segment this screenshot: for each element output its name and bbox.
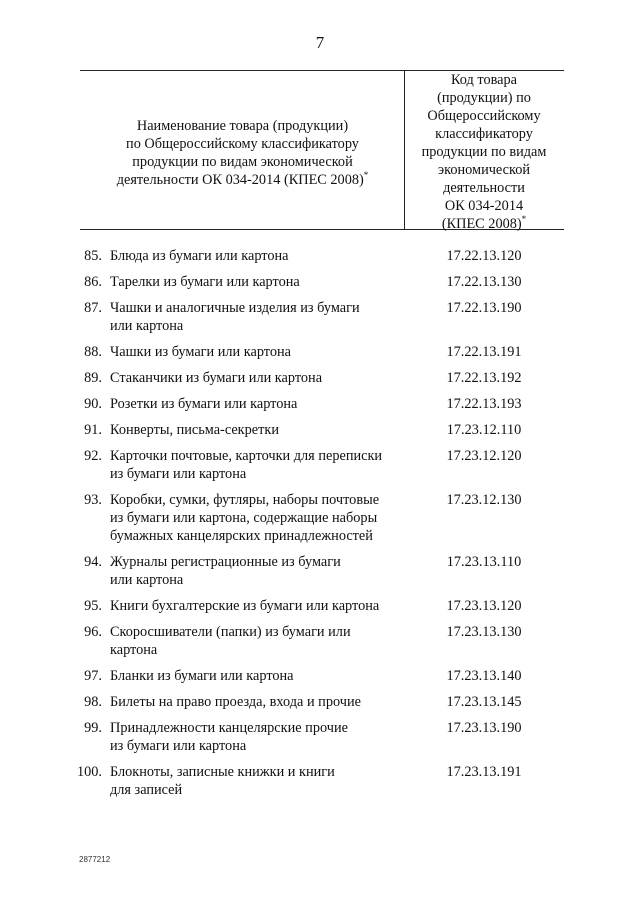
row-number: 99. <box>84 720 102 736</box>
document-id: 2877212 <box>79 855 111 864</box>
product-code: 17.23.12.110 <box>446 422 522 438</box>
code-header-line: деятельности <box>443 180 525 196</box>
code-header-line: классификатору <box>435 126 533 142</box>
name-header-line: Наименование товара (продукции) <box>136 118 349 134</box>
code-header-line: продукции по видам <box>421 144 547 160</box>
product-name: Билеты на право проезда, входа и прочие <box>110 694 361 710</box>
row-number: 87. <box>84 300 102 316</box>
row-number: 91. <box>84 422 102 438</box>
product-code: 17.22.13.192 <box>446 370 522 386</box>
code-header-line: Код товара <box>450 72 518 88</box>
code-header-line: ОК 034-2014 <box>444 198 524 214</box>
code-header-line: Общероссийскому <box>427 108 541 124</box>
product-code: 17.23.13.191 <box>446 764 522 780</box>
product-name: Блокноты, записные книжки и книги для записей <box>110 764 335 798</box>
code-header-line: экономической <box>438 162 530 178</box>
row-number: 97. <box>84 668 102 684</box>
name-header-line: продукции по видам экономической <box>132 154 353 170</box>
product-name: Блюда из бумаги или картона <box>110 248 289 264</box>
product-name: Принадлежности канцелярские прочие из бумаги или картона <box>110 720 348 754</box>
product-name: Розетки из бумаги или картона <box>110 396 298 412</box>
row-number: 86. <box>84 274 102 290</box>
product-code: 17.23.13.140 <box>446 668 522 684</box>
product-code: 17.23.12.120 <box>446 448 522 464</box>
product-code: 17.23.13.190 <box>446 720 522 736</box>
product-name: Коробки, сумки, футляры, наборы почтовые из бумаги или картона, содержащие наборы бумажных канцелярских принадлежностей <box>110 492 380 544</box>
product-code: 17.22.13.191 <box>446 344 522 360</box>
footnote-asterisk: * <box>363 170 369 181</box>
row-number: 96. <box>84 624 102 640</box>
product-code: 17.23.13.120 <box>446 598 522 614</box>
product-code: 17.22.13.193 <box>446 396 522 412</box>
product-name: Книги бухгалтерские из бумаги или картона <box>110 598 380 614</box>
product-code: 17.22.13.190 <box>446 300 522 316</box>
product-code: 17.23.13.130 <box>446 624 522 640</box>
product-name: Чашки и аналогичные изделия из бумаги или картона <box>110 300 360 334</box>
code-column-header <box>408 71 560 233</box>
product-code: 17.22.13.130 <box>446 274 522 290</box>
product-name: Конверты, письма-секретки <box>110 422 279 438</box>
row-number: 89. <box>84 370 102 386</box>
product-name: Бланки из бумаги или картона <box>110 668 294 684</box>
code-header-line: (продукции) по <box>437 90 531 106</box>
product-name: Журналы регистрационные из бумаги или картона <box>110 554 341 588</box>
row-number: 90. <box>84 396 102 412</box>
product-name: Чашки из бумаги или картона <box>110 344 292 360</box>
footnote-asterisk: * <box>521 214 527 225</box>
product-code: 17.23.13.145 <box>446 694 522 710</box>
product-code: 17.23.13.110 <box>446 554 522 570</box>
name-header-line: по Общероссийскому классификатору <box>126 136 359 152</box>
product-name: Стаканчики из бумаги или картона <box>110 370 323 386</box>
row-number: 88. <box>84 344 102 360</box>
product-name: Карточки почтовые, карточки для переписки из бумаги или картона <box>110 448 383 482</box>
row-number: 94. <box>84 554 102 570</box>
product-name: Тарелки из бумаги или картона <box>110 274 300 290</box>
product-name: Скоросшиватели (папки) из бумаги или картона <box>110 624 351 658</box>
row-number: 95. <box>84 598 102 614</box>
row-number: 93. <box>84 492 102 508</box>
page-number: 7 <box>315 33 325 52</box>
product-code: 17.23.12.130 <box>446 492 522 508</box>
row-number: 100. <box>76 764 102 780</box>
name-header-line: деятельности ОК 034-2014 (КПЕС 2008)* <box>116 170 369 188</box>
product-code: 17.22.13.120 <box>446 248 522 264</box>
row-number: 92. <box>84 448 102 464</box>
row-number: 85. <box>84 248 102 264</box>
code-header-line: (КПЕС 2008)* <box>441 214 527 232</box>
row-number: 98. <box>84 694 102 710</box>
name-column-header <box>80 117 405 189</box>
